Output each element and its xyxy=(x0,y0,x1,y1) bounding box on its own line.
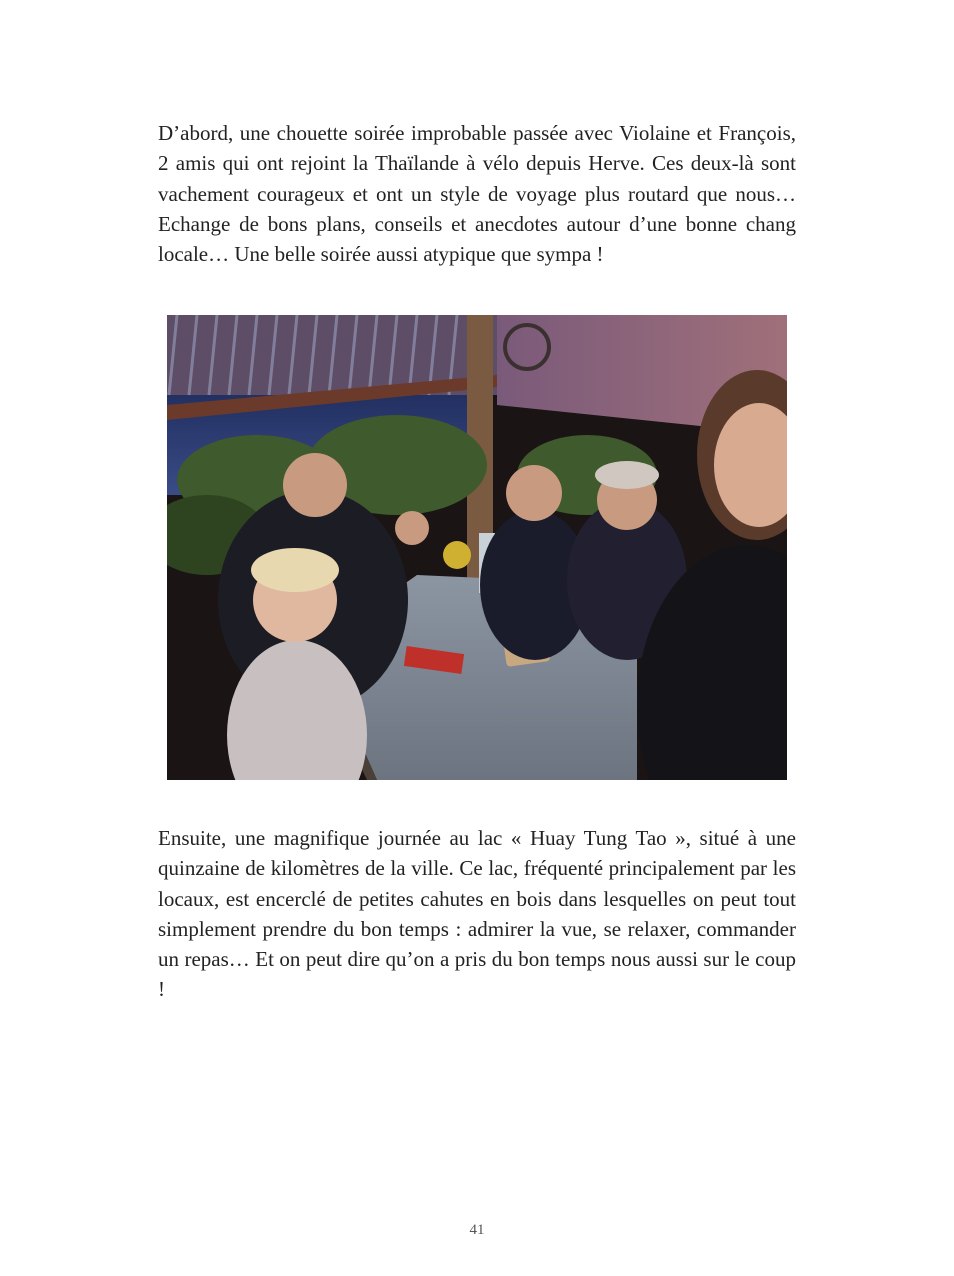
group-selfie-photo xyxy=(167,315,787,780)
flowers xyxy=(443,541,471,569)
child-back xyxy=(395,511,429,545)
paragraph-evening: D’abord, une chouette soirée improbable passée avec Violaine et François, 2 amis qui ont rejoint la Thaïlande à vélo depuis Herve. Ces deux-là sont vachement courageux et ont un style de voyage plus routard que nous… Echange de bons plans, conseils et anecdotes autour d’une bonne chang locale… Une belle soirée aussi atypique que sympa ! xyxy=(158,121,796,267)
page-number: 41 xyxy=(469,1222,485,1238)
paragraph-lake: Ensuite, une magnifique journée au lac « Huay Tung Tao », situé à une quinzaine de kilomètres de la ville. Ce lac, fréquenté principalement par les locaux, est encerclé de petites cahutes en bois dans lesquelles on peut tout simplement prendre du bon temps : admirer la vue, se relaxer, commander un repas… Et on peut dire qu’on a pris du bon temps nous aussi sur le coup ! xyxy=(158,826,796,1002)
